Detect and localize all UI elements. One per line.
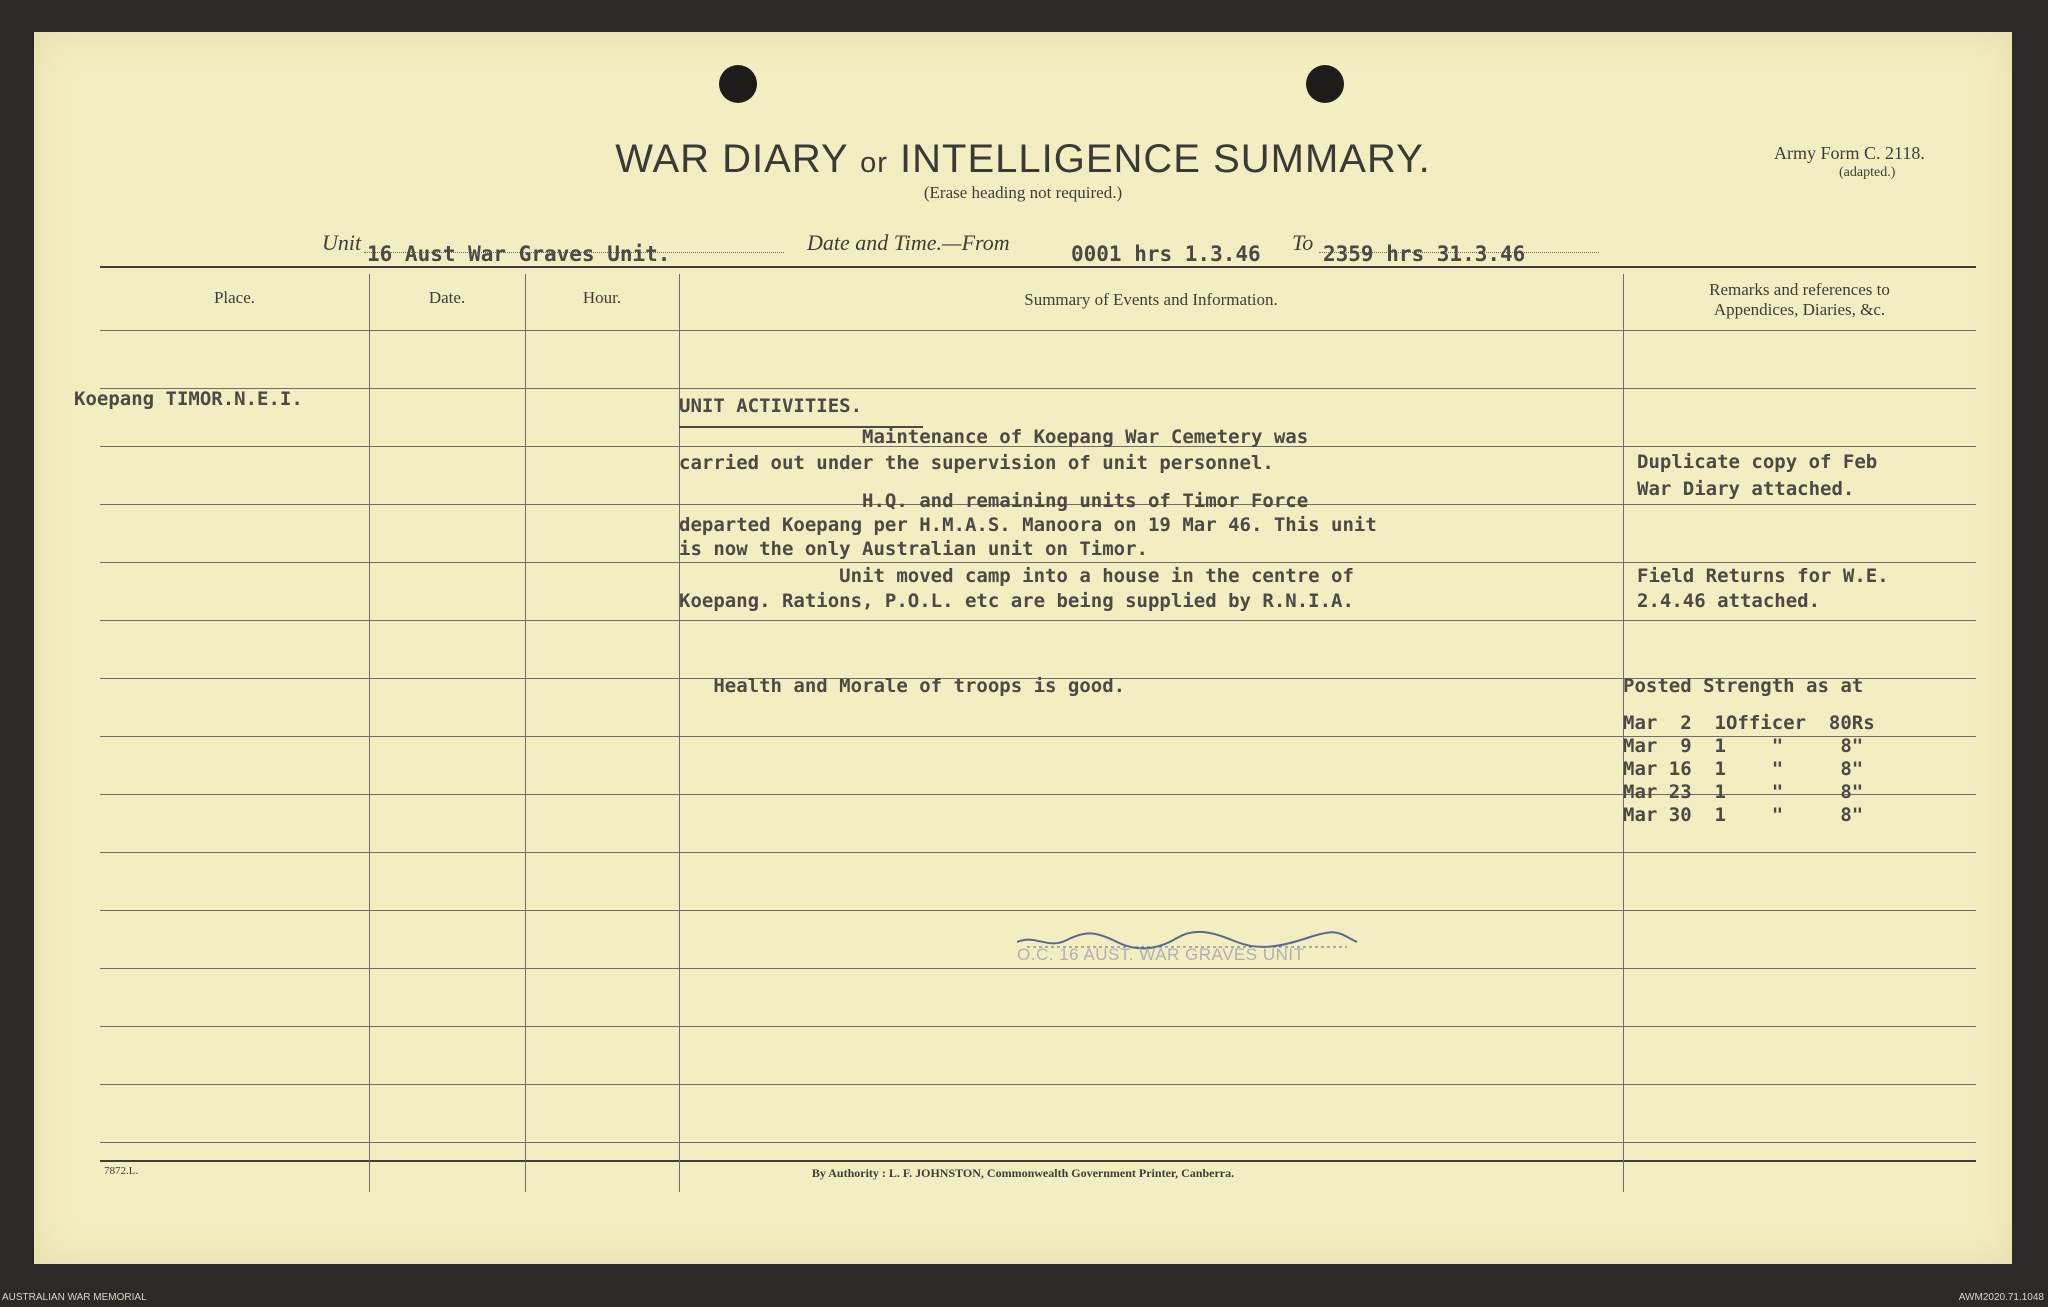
entry-line: Unit moved camp into a house in the centre of — [679, 565, 1354, 587]
column-header-date: Date. — [428, 288, 466, 307]
entry-line: Koepang. Rations, P.O.L. etc are being supplied by R.N.I.A. — [679, 590, 1354, 612]
strength-row: Mar 30 1 " 8" — [1623, 804, 1864, 826]
strength-row: Mar 23 1 " 8" — [1623, 781, 1864, 803]
army-form-number: Army Form C. 2118. — [1774, 143, 1925, 163]
row-rule — [100, 1142, 1976, 1143]
unit-label: Unit — [322, 230, 362, 255]
entry-line: is now the only Australian unit on Timor. — [679, 538, 1148, 560]
strength-row: Mar 9 1 " 8" — [1623, 735, 1864, 757]
unit-value: 16 Aust War Graves Unit. — [367, 242, 671, 266]
strength-heading: Posted Strength as at — [1623, 675, 1864, 697]
punch-hole — [719, 65, 757, 103]
column-header-summary: Summary of Events and Information. — [1024, 290, 1278, 309]
column-header-place: Place. — [213, 288, 256, 307]
entry-line: carried out under the supervision of unit personnel. — [679, 452, 1274, 474]
page-title: WAR DIARY or INTELLIGENCE SUMMARY. — [615, 137, 1431, 181]
remarks-duplicate: Duplicate copy of Feb — [1637, 451, 1878, 473]
column-header-hour: Hour. — [582, 288, 622, 307]
column-divider — [525, 274, 526, 1192]
row-rule — [100, 620, 1976, 621]
column-header-remarks: Remarks and references to Appendices, Diaries, &c. — [1709, 280, 1890, 319]
header-rule — [100, 330, 1976, 331]
row-rule — [100, 388, 1976, 389]
diary-page — [34, 32, 2012, 1264]
column-divider — [369, 274, 370, 1192]
entry-line: H.Q. and remaining units of Timor Force — [679, 490, 1309, 512]
form-code: 7872.L. — [104, 1165, 139, 1177]
to-value: 2359 hrs 31.3.46 — [1323, 242, 1526, 266]
entry-line: Health and Morale of troops is good. — [679, 675, 1126, 697]
place-entry: Koepang TIMOR.N.E.I. — [74, 388, 303, 410]
remarks-field-returns: 2.4.46 attached. — [1637, 590, 1821, 612]
page-subtitle: (Erase heading not required.) — [923, 183, 1123, 202]
row-rule — [100, 1026, 1976, 1027]
date-time-label: Date and Time.—From — [807, 230, 1010, 255]
row-rule — [100, 852, 1976, 853]
unit-stamp: O.C. 16 AUST. WAR GRAVES UNIT — [1017, 945, 1305, 964]
entry-heading: UNIT ACTIVITIES. — [679, 395, 863, 417]
entry-line: Maintenance of Koepang War Cemetery was — [679, 426, 1309, 448]
entry-line: departed Koepang per H.M.A.S. Manoora on 19 Mar 46. This unit — [679, 514, 1377, 536]
punch-hole — [1306, 65, 1344, 103]
army-form-note: (adapted.) — [1839, 165, 1896, 180]
remarks-field-returns: Field Returns for W.E. — [1637, 565, 1889, 587]
archive-credit: AUSTRALIAN WAR MEMORIAL — [2, 1292, 147, 1303]
row-rule — [100, 562, 1976, 563]
row-rule — [100, 1084, 1976, 1085]
row-rule — [100, 910, 1976, 911]
strength-row: Mar 2 1Officer 80Rs — [1623, 712, 1875, 734]
strength-row: Mar 16 1 " 8" — [1623, 758, 1864, 780]
archive-reference: AWM2020.71.1048 — [1958, 1292, 2044, 1303]
from-value: 0001 hrs 1.3.46 — [1071, 242, 1261, 266]
to-label: To — [1292, 230, 1314, 255]
table-bottom-rule — [100, 1160, 1976, 1162]
remarks-duplicate: War Diary attached. — [1637, 478, 1855, 500]
table-top-rule — [100, 266, 1976, 268]
printer-authority: By Authority : L. F. JOHNSTON, Commonwealth Government Printer, Canberra. — [811, 1166, 1235, 1180]
